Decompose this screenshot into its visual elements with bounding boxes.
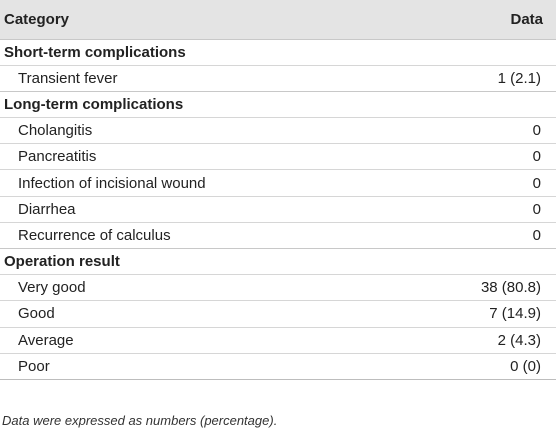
group-row-operation-result: [0, 249, 556, 275]
row-value: 0 (0): [456, 353, 556, 379]
row-value: 1 (2.1): [456, 65, 556, 91]
table-footnote: Data were expressed as numbers (percentage).: [2, 413, 278, 428]
row-label: Poor: [0, 353, 456, 379]
row-value: 0: [456, 170, 556, 196]
row-value: 0: [456, 196, 556, 222]
table-row: [0, 353, 556, 379]
row-label: Very good: [0, 275, 456, 301]
table-row: [0, 144, 556, 170]
table-row: [0, 301, 556, 327]
group-label: Short-term complications: [0, 39, 556, 65]
row-label: Average: [0, 327, 456, 353]
table-row: [0, 275, 556, 301]
group-row-short-term: [0, 39, 556, 65]
row-value: 0: [456, 144, 556, 170]
row-label: Recurrence of calculus: [0, 222, 456, 248]
row-label: Transient fever: [0, 65, 456, 91]
row-label: Good: [0, 301, 456, 327]
row-value: 0: [456, 222, 556, 248]
group-label: Long-term complications: [0, 91, 556, 117]
table-row: [0, 327, 556, 353]
row-value: 38 (80.8): [456, 275, 556, 301]
header-data: Data: [510, 10, 543, 28]
group-label: Operation result: [0, 249, 556, 275]
group-row-long-term: [0, 91, 556, 117]
row-value: 0: [456, 118, 556, 144]
table-row: [0, 118, 556, 144]
table-header: [0, 0, 556, 39]
header-category: Category: [4, 10, 70, 28]
table-row: [0, 65, 556, 91]
row-label: Cholangitis: [0, 118, 456, 144]
row-value: 2 (4.3): [456, 327, 556, 353]
row-value: 7 (14.9): [456, 301, 556, 327]
table-body: [0, 39, 556, 379]
table-row: [0, 196, 556, 222]
row-label: Diarrhea: [0, 196, 456, 222]
header-row: [0, 0, 556, 39]
row-label: Infection of incisional wound: [0, 170, 456, 196]
table-row: [0, 170, 556, 196]
table-row: [0, 222, 556, 248]
row-label: Pancreatitis: [0, 144, 456, 170]
